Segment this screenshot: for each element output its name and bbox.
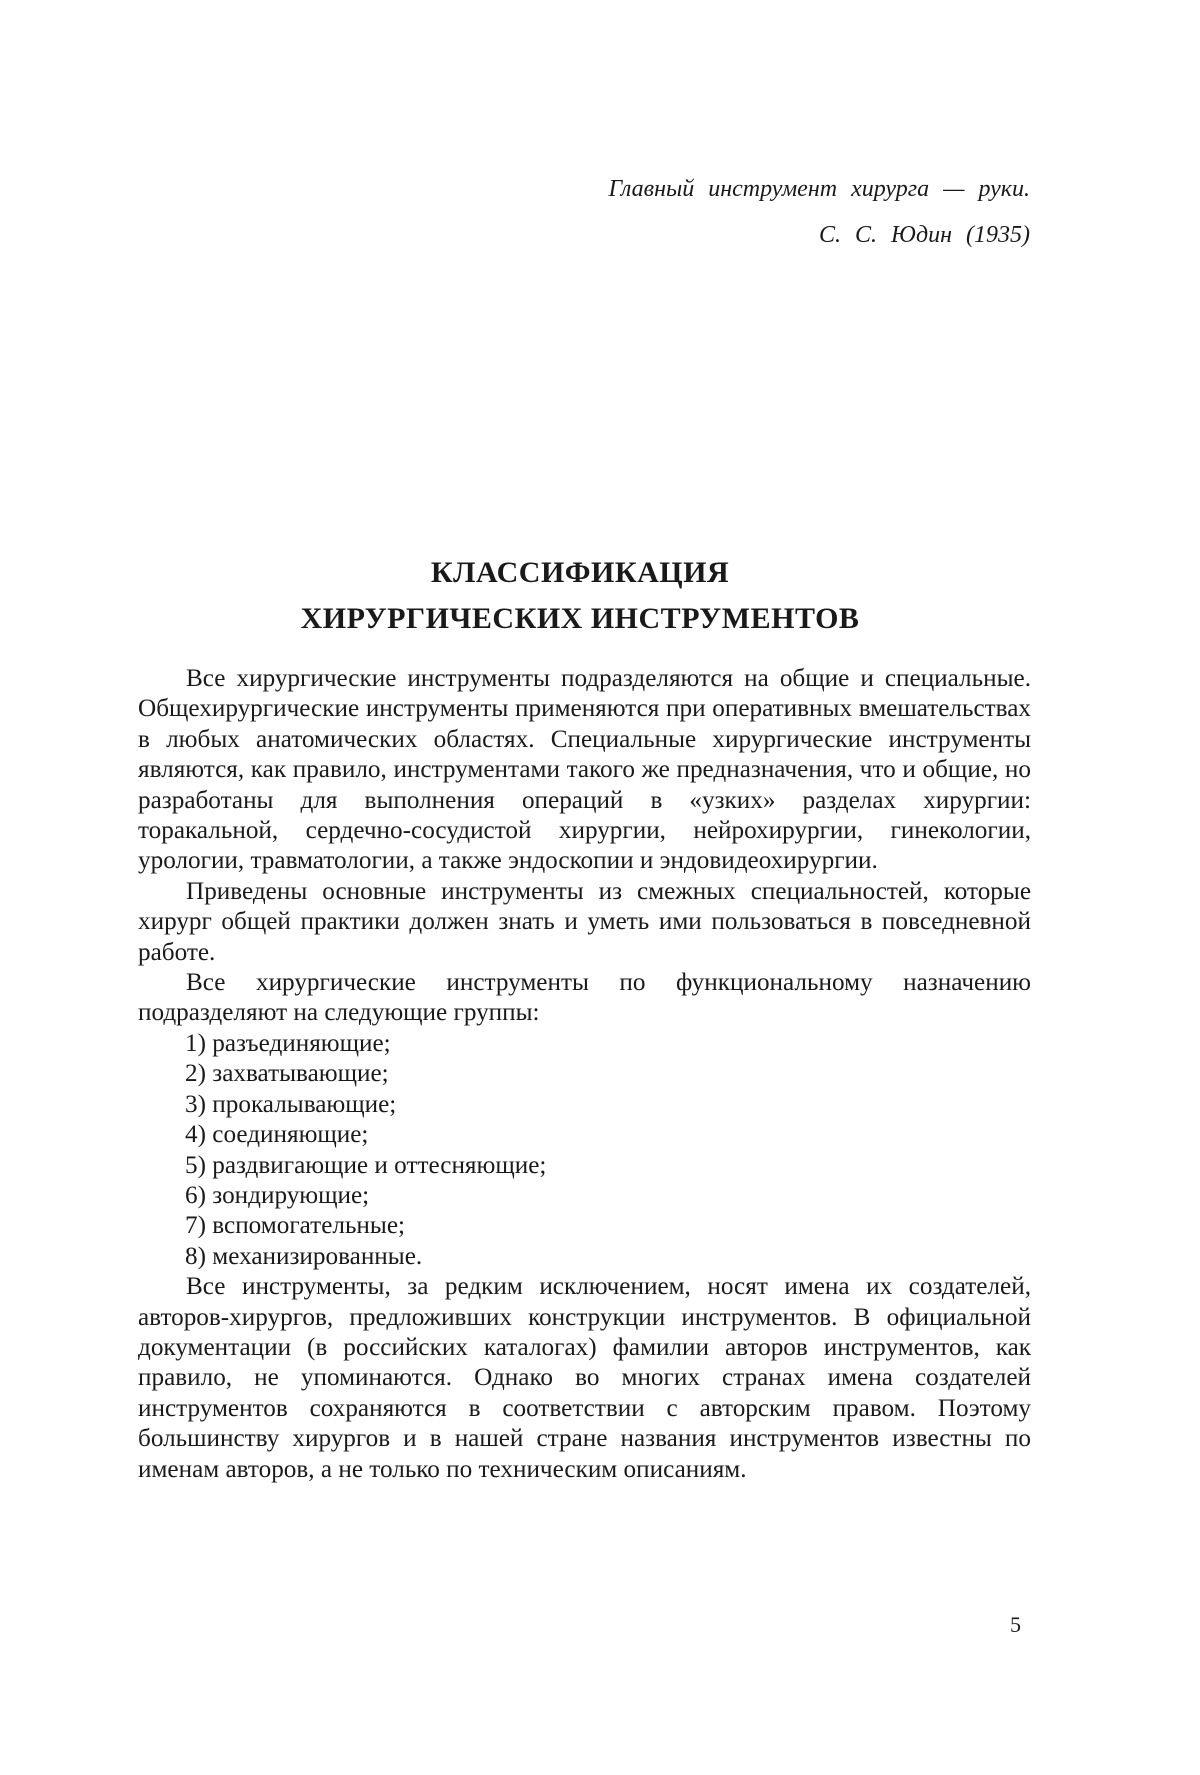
chapter-title: [140, 550, 1020, 642]
epigraph: [609, 166, 1030, 258]
paragraph-groups-intro: Все хирургические инструменты по функциональному назначению подразделяют на следующие группы:: [138, 969, 1031, 1027]
paragraph-instrument-names: Все инструменты, за редким исключением, носят имена их создателей, авторов-хирургов, предложивших конструкции инструментов. В официальной документации (в российских каталогах) фамилии авторов инструментов, как правило, не упоминаются. Однако во многих странах имена создателей инструментов сохраняются в соответствии с авторским правом. Поэтому большинству хирургов и в нашей стране названия инструментов известны по именам авторов, а не только по техническим описаниям.: [138, 1273, 1031, 1483]
paragraph-related-specialties: Приведены основные инструменты из смежных специальностей, которые хирург общей практики должен знать и уметь ими пользоваться в повседневной работе.: [138, 877, 1031, 966]
list-item: 1) разъединяющие;: [185, 1029, 391, 1057]
list-item: 8) механизированные.: [185, 1242, 423, 1270]
body-text: [138, 664, 1031, 1485]
list-item: 7) вспомогательные;: [185, 1212, 406, 1240]
list-item: 6) зондирующие;: [185, 1181, 370, 1209]
epigraph-attribution: С. С. Юдин (1935): [819, 222, 1030, 248]
paragraph-intro: Все хирургические инструменты подразделяются на общие и специальные. Общехирургические инструменты применяются при оперативных вмешательствах в любых анатомических областях. Специальные хирургические инструменты являются, как правило, инструментами такого же предназначения, что и общие, но разработаны для выполнения операций в «узких» разделах хирургии: торакальной, сердечно-сосудистой хирургии, нейрохирургии, гинекологии, урологии, травматологии, а также эндоскопии и эндовидеохирургии.: [138, 665, 1031, 875]
chapter-title-line-1: КЛАССИФИКАЦИЯ: [430, 556, 730, 589]
instrument-groups-list: [138, 1029, 1031, 1272]
list-item: 2) захватывающие;: [185, 1060, 389, 1088]
list-item: 4) соединяющие;: [185, 1121, 369, 1149]
page-number: 5: [1010, 1612, 1021, 1637]
list-item: 3) прокалывающие;: [185, 1090, 397, 1118]
chapter-title-line-2: ХИРУРГИЧЕСКИХ ИНСТРУМЕНТОВ: [300, 602, 860, 635]
list-item: 5) раздвигающие и оттесняющие;: [185, 1151, 547, 1179]
epigraph-quote: Главный инструмент хирурга — руки.: [608, 176, 1030, 202]
